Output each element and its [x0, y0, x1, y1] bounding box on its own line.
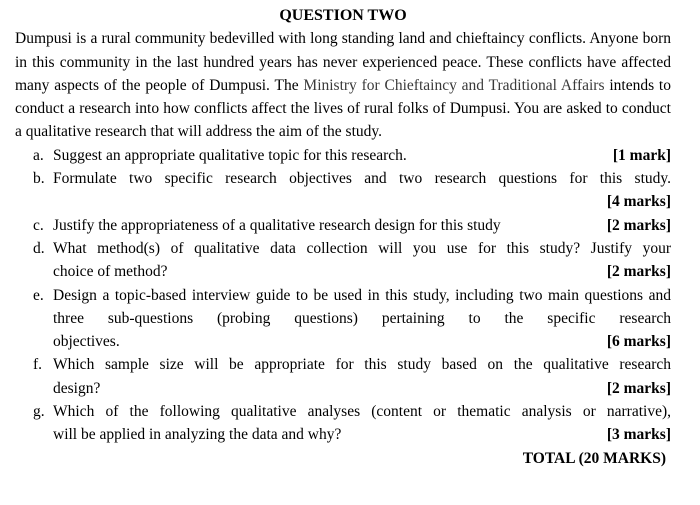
intro-text-1: Dumpusi is a rural community bedevilled with long standing land and chieftaincy conflicts. Anyone born in this community in the last hundred years has never experienced peace. These conflicts have affected many aspects of the people of Dumpusi. The — [15, 30, 671, 94]
question-mark: [2 marks] — [606, 379, 671, 397]
question-text: What method(s) of qualitative data collection will you use for this study? Justify your — [53, 239, 671, 257]
question-text-continued: choice of method? — [53, 263, 168, 281]
intro-text-2: intends to conduct a research into how conflicts affect the lives of rural folks of Dumpusi. You are asked to conduct a qualitative research that will address the aim of the study. — [15, 76, 671, 141]
question-letter: d. — [33, 239, 45, 257]
question-mark: [1 mark] — [612, 146, 671, 164]
question-item-g — [15, 400, 671, 447]
question-intro — [15, 27, 671, 143]
question-letter: c. — [33, 216, 44, 234]
question-item-c — [15, 214, 671, 237]
question-text: Justify the appropriateness of a qualitative research design for this study — [53, 216, 501, 234]
question-letter: e. — [33, 286, 44, 304]
question-mark: [4 marks] — [606, 193, 671, 211]
question-text: Formulate two specific research objectives and two research questions for this study. — [53, 170, 671, 188]
question-mark: [2 marks] — [606, 216, 671, 234]
question-item-e — [15, 284, 671, 354]
question-item-b — [15, 167, 671, 214]
question-mark: [6 marks] — [606, 333, 671, 351]
total-marks: TOTAL (20 MARKS) — [522, 449, 666, 467]
question-letter: a. — [33, 146, 44, 164]
question-letter: f. — [33, 356, 43, 374]
question-text: Which sample size will be appropriate for this study based on the qualitative research — [53, 356, 671, 374]
question-text: Which of the following qualitative analyses (content or thematic analysis or narrative), — [53, 403, 671, 421]
question-text: Design a topic-based interview guide to be used in this study, including two main questions and three sub-questions (probing questions) pertaining to the specific research — [53, 286, 671, 327]
question-item-f — [15, 353, 671, 400]
question-text-continued: will be applied in analyzing the data and why? — [53, 426, 342, 444]
question-text-continued: objectives. — [53, 333, 120, 351]
question-letter: g. — [33, 403, 45, 421]
question-text: Suggest an appropriate qualitative topic for this research. — [53, 146, 407, 164]
question-text-continued: design? — [53, 379, 101, 397]
question-list — [15, 144, 671, 447]
question-item-d — [15, 237, 671, 284]
question-document — [15, 4, 671, 470]
question-letter: b. — [33, 170, 45, 188]
question-title: QUESTION TWO — [279, 7, 407, 24]
question-mark: [3 marks] — [606, 426, 671, 444]
question-item-a — [15, 144, 671, 167]
intro-ministry-name: Ministry for Chieftaincy and Traditional Affairs — [303, 76, 605, 94]
question-mark: [2 marks] — [606, 263, 671, 281]
